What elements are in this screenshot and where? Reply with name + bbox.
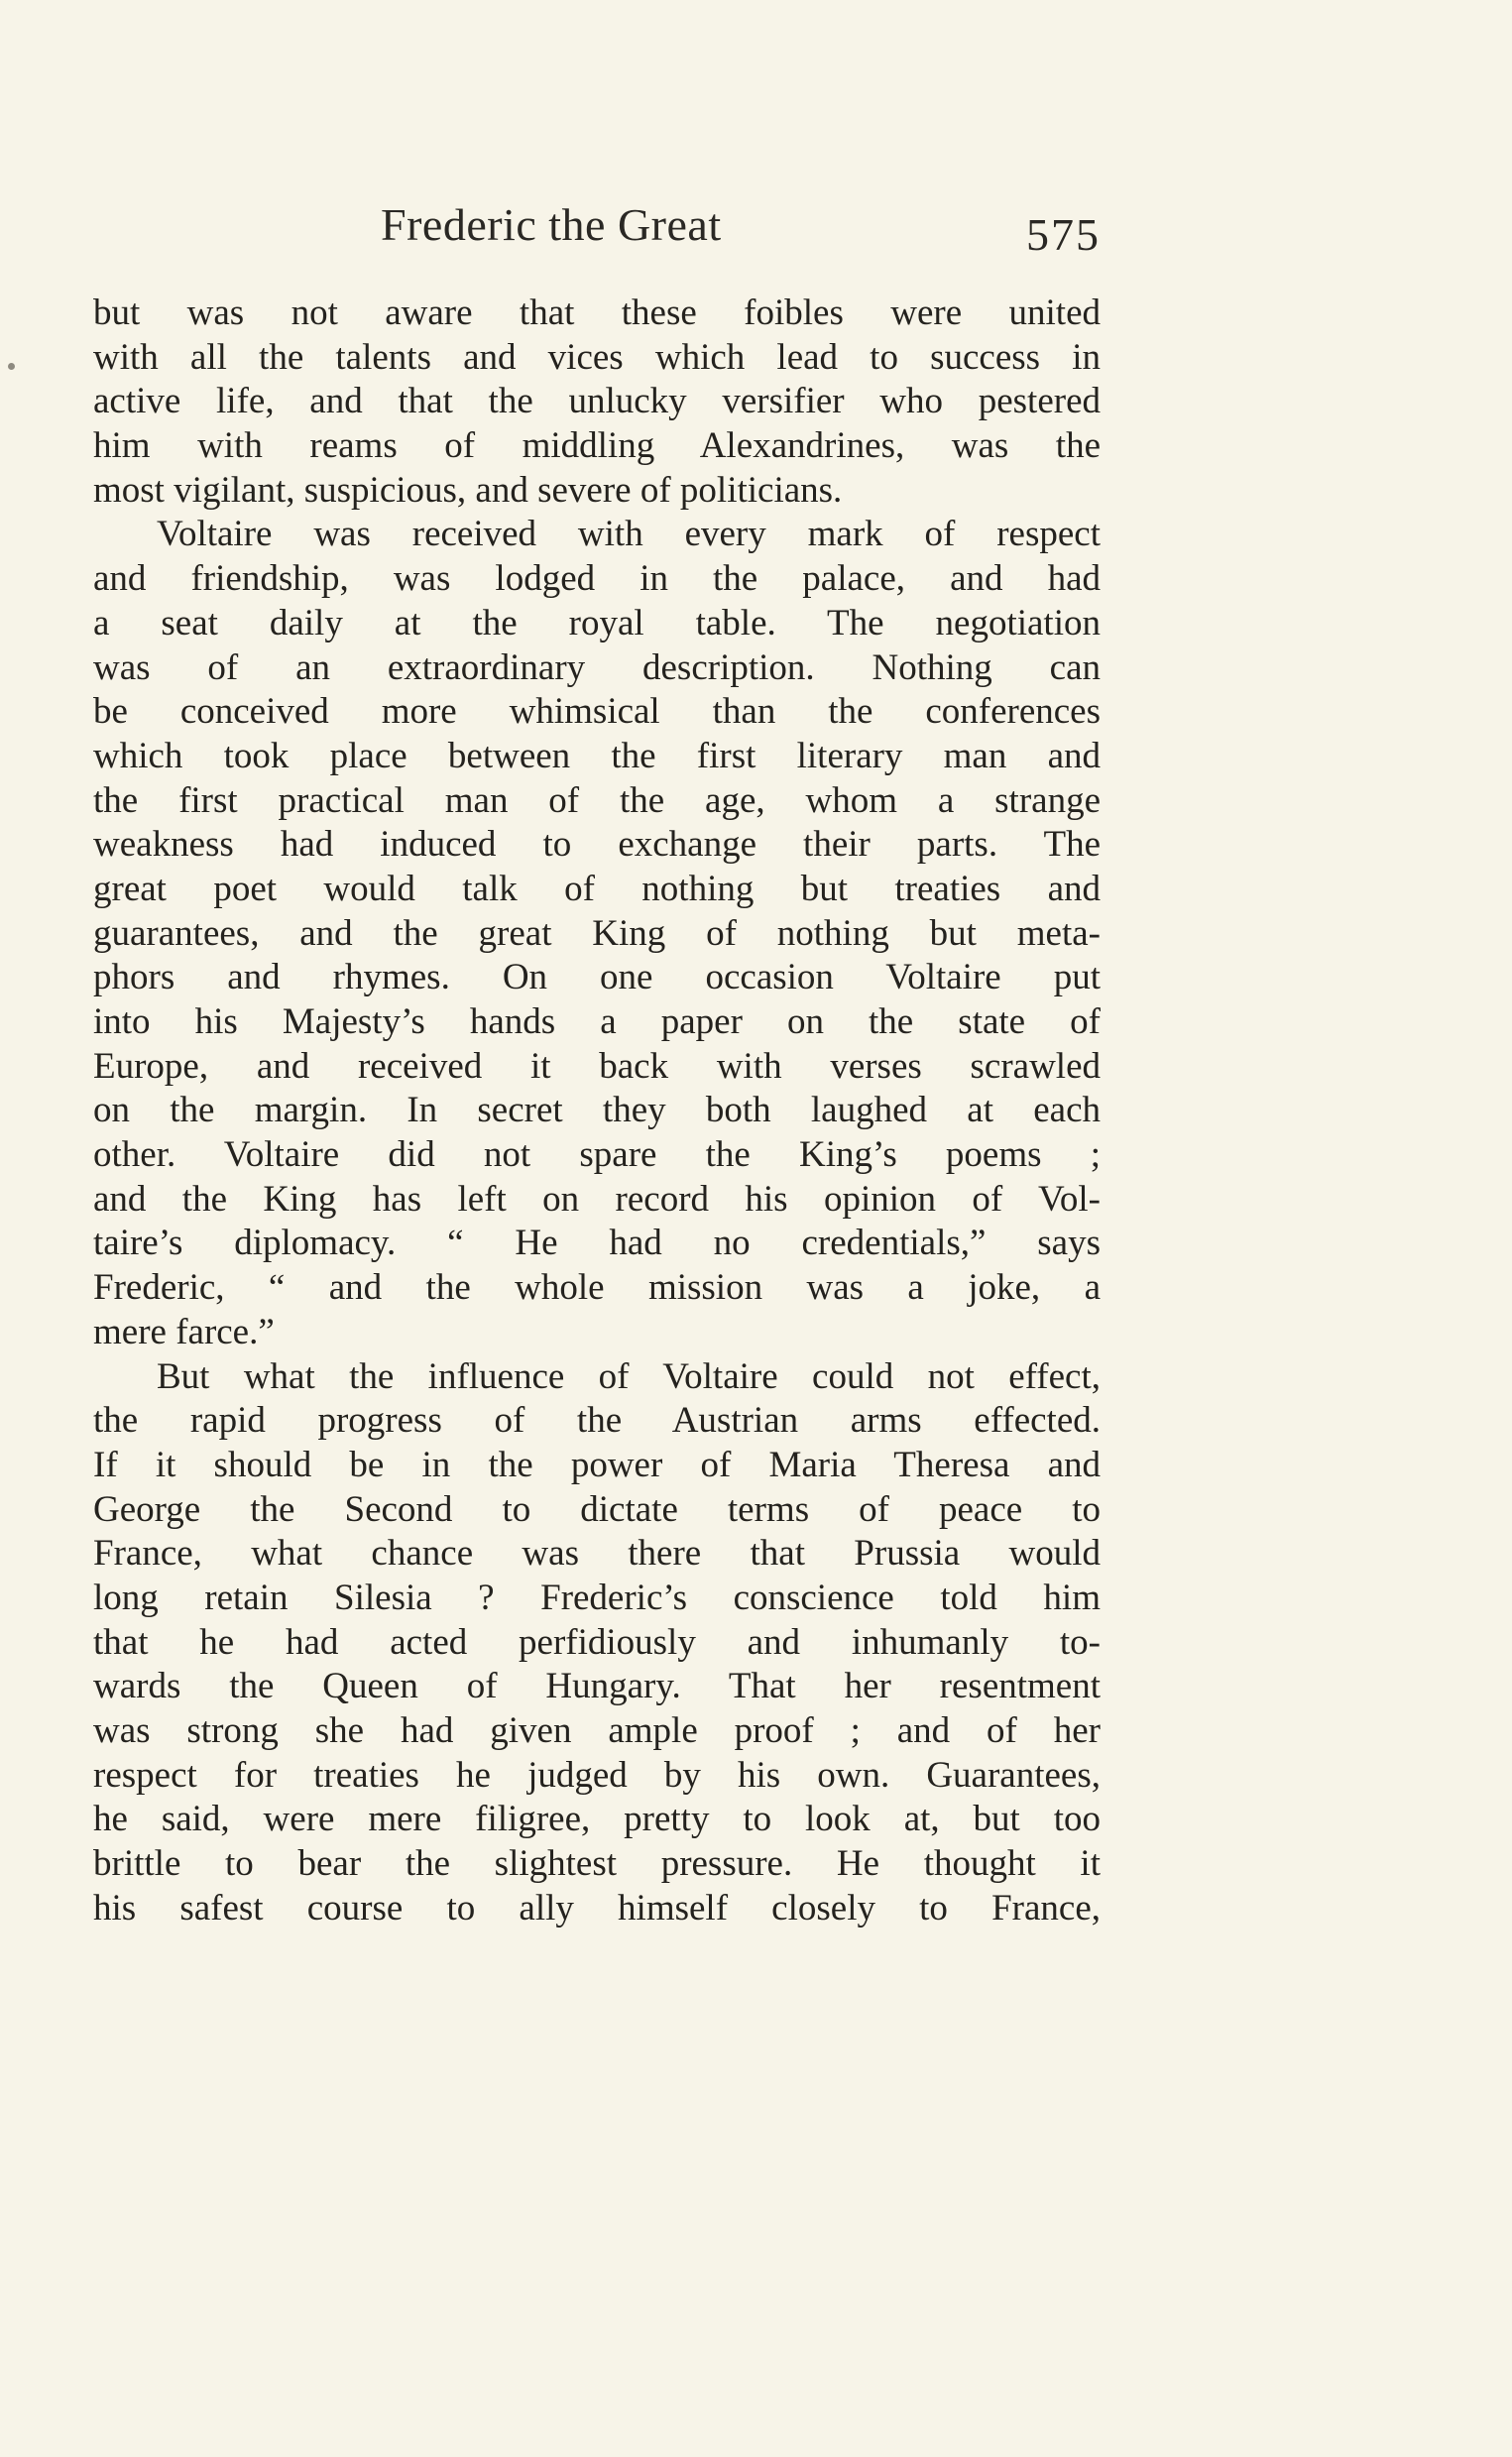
text-line: was of an extraordinary description. Nothing can — [93, 646, 1101, 688]
ink-speck — [8, 363, 15, 370]
text-line: long retain Silesia ? Frederic’s conscience told him — [93, 1577, 1101, 1618]
running-title: Frederic the Great — [381, 199, 722, 250]
text-line: taire’s diplomacy. “ He had no credentials,” says — [93, 1223, 1101, 1264]
text-line: and the King has left on record his opinion of Vol- — [93, 1178, 1101, 1220]
paragraph-start-line: Voltaire was received with every mark of respect — [157, 514, 1101, 555]
text-line: into his Majesty’s hands a paper on the state of — [93, 1001, 1101, 1042]
text-line: respect for treaties he judged by his own. Guarantees, — [93, 1754, 1101, 1796]
text-line: most vigilant, suspicious, and severe of politicians. — [93, 469, 843, 511]
text-line: which took place between the first literary man and — [93, 735, 1101, 776]
text-line: that he had acted perfidiously and inhumanly to- — [93, 1621, 1101, 1663]
text-line: on the margin. In secret they both laughed at each — [93, 1090, 1101, 1131]
text-line: the rapid progress of the Austrian arms effected. — [93, 1400, 1101, 1442]
text-line: a seat daily at the royal table. The negotiation — [93, 602, 1101, 644]
text-line: brittle to bear the slightest pressure. He thought it — [93, 1843, 1101, 1885]
text-line: but was not aware that these foibles were united — [93, 292, 1101, 333]
text-line: his safest course to ally himself closely to France, — [93, 1887, 1101, 1929]
text-line: phors and rhymes. On one occasion Voltaire put — [93, 957, 1101, 998]
text-line: mere farce.” — [93, 1311, 275, 1352]
body-text — [93, 292, 1101, 1930]
text-line: other. Voltaire did not spare the King’s poems ; — [93, 1134, 1101, 1176]
text-line: he said, were mere filigree, pretty to look at, but too — [93, 1799, 1101, 1840]
text-line: wards the Queen of Hungary. That her resentment — [93, 1666, 1101, 1707]
page-number: 575 — [1026, 209, 1101, 260]
text-line: was strong she had given ample proof ; and of her — [93, 1710, 1101, 1751]
text-line: great poet would talk of nothing but treaties and — [93, 868, 1101, 909]
text-line: and friendship, was lodged in the palace, and had — [93, 558, 1101, 600]
text-line: with all the talents and vices which lead to success in — [93, 336, 1101, 378]
paragraph-start-line: But what the influence of Voltaire could not effect, — [157, 1355, 1101, 1397]
text-line: be conceived more whimsical than the conferences — [93, 691, 1101, 733]
text-line: him with reams of middling Alexandrines, was the — [93, 425, 1101, 467]
text-line: If it should be in the power of Maria Theresa and — [93, 1444, 1101, 1485]
text-line: the first practical man of the age, whom a strange — [93, 779, 1101, 821]
text-line: weakness had induced to exchange their parts. The — [93, 824, 1101, 866]
running-head — [93, 198, 1101, 258]
text-line: Europe, and received it back with verses scrawled — [93, 1045, 1101, 1087]
text-line: George the Second to dictate terms of peace to — [93, 1488, 1101, 1530]
text-line: active life, and that the unlucky versifier who pestered — [93, 381, 1101, 422]
text-line: guarantees, and the great King of nothing but meta- — [93, 912, 1101, 954]
text-line: France, what chance was there that Prussia would — [93, 1533, 1101, 1575]
text-line: Frederic, “ and the whole mission was a joke, a — [93, 1267, 1101, 1309]
